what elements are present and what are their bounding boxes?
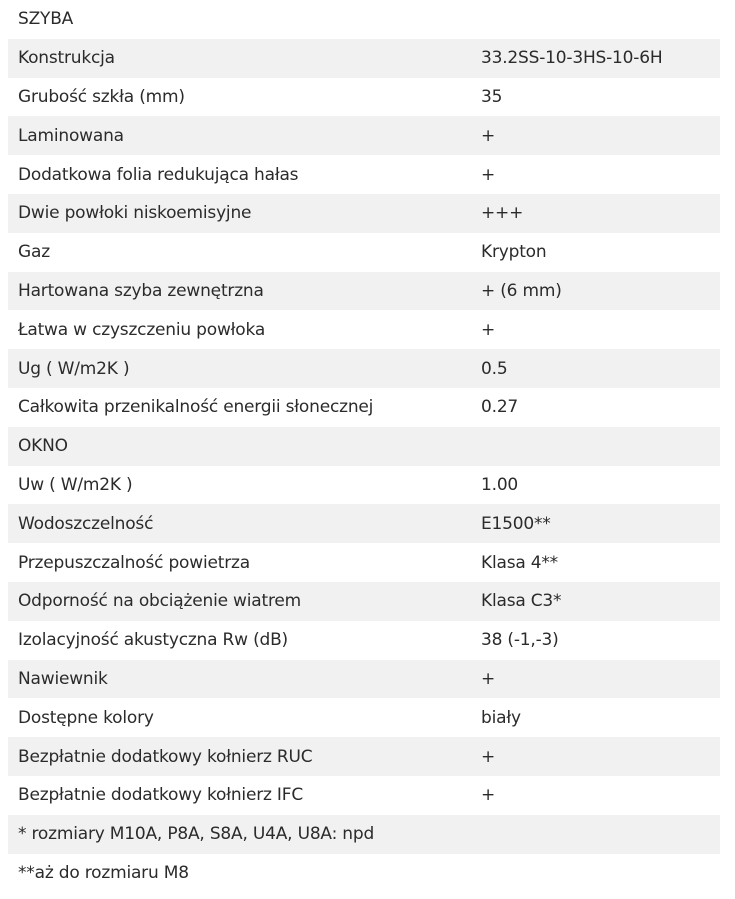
spec-row xyxy=(8,39,720,78)
spec-label: Uw ( W/m2K ) xyxy=(18,474,133,495)
spec-table xyxy=(8,0,720,892)
spec-row xyxy=(8,116,720,155)
section-header-row xyxy=(8,0,720,39)
spec-value: 0.5 xyxy=(481,358,508,379)
spec-row xyxy=(8,272,720,311)
section-header: OKNO xyxy=(18,436,68,457)
spec-row xyxy=(8,543,720,582)
spec-row xyxy=(8,310,720,349)
spec-row xyxy=(8,776,720,815)
spec-label: Dodatkowa folia redukująca hałas xyxy=(18,164,299,185)
spec-label: Bezpłatnie dodatkowy kołnierz IFC xyxy=(18,785,303,806)
spec-label: Laminowana xyxy=(18,125,124,146)
spec-row xyxy=(8,194,720,233)
spec-value: Krypton xyxy=(481,242,547,263)
spec-label: Bezpłatnie dodatkowy kołnierz RUC xyxy=(18,746,313,767)
footnote-row xyxy=(8,854,720,893)
spec-row xyxy=(8,155,720,194)
spec-label: Nawiewnik xyxy=(18,668,108,689)
footnote: **aż do rozmiaru M8 xyxy=(18,862,189,883)
spec-value: E1500** xyxy=(481,513,551,534)
spec-row xyxy=(8,621,720,660)
spec-label: Wodoszczelność xyxy=(18,513,154,534)
spec-value: biały xyxy=(481,707,521,728)
spec-value: + xyxy=(481,668,496,689)
section-header-row xyxy=(8,427,720,466)
spec-value: + (6 mm) xyxy=(481,280,562,301)
section-header: SZYBA xyxy=(18,9,74,30)
spec-row xyxy=(8,466,720,505)
spec-row xyxy=(8,233,720,272)
spec-row xyxy=(8,388,720,427)
spec-label: Całkowita przenikalność energii słonecznej xyxy=(18,397,374,418)
spec-label: Gaz xyxy=(18,242,50,263)
spec-value: + xyxy=(481,125,496,146)
spec-label: Konstrukcja xyxy=(18,48,115,69)
spec-value: 0.27 xyxy=(481,397,519,418)
spec-row xyxy=(8,582,720,621)
spec-row xyxy=(8,349,720,388)
spec-row xyxy=(8,78,720,117)
footnote: * rozmiary M10A, P8A, S8A, U4A, U8A: npd xyxy=(18,824,375,845)
spec-label: Dwie powłoki niskoemisyjne xyxy=(18,203,252,224)
spec-value: + xyxy=(481,746,496,767)
spec-label: Izolacyjność akustyczna Rw (dB) xyxy=(18,630,288,651)
spec-value: 35 xyxy=(481,86,503,107)
spec-value: 33.2SS-10-3HS-10-6H xyxy=(481,48,663,69)
spec-row xyxy=(8,698,720,737)
spec-label: Dostępne kolory xyxy=(18,707,154,728)
spec-value: 1.00 xyxy=(481,474,519,495)
spec-value: + xyxy=(481,319,496,340)
spec-label: Przepuszczalność powietrza xyxy=(18,552,250,573)
footnote-row xyxy=(8,815,720,854)
spec-value: Klasa C3* xyxy=(481,591,562,612)
spec-value: 38 (-1,-3) xyxy=(481,630,559,651)
spec-row xyxy=(8,504,720,543)
spec-value: Klasa 4** xyxy=(481,552,558,573)
spec-label: Grubość szkła (mm) xyxy=(18,86,185,107)
spec-label: Hartowana szyba zewnętrzna xyxy=(18,280,264,301)
spec-value: +++ xyxy=(481,203,524,224)
spec-row xyxy=(8,660,720,699)
spec-label: Łatwa w czyszczeniu powłoka xyxy=(18,319,266,340)
spec-label: Ug ( W/m2K ) xyxy=(18,358,130,379)
spec-row xyxy=(8,737,720,776)
spec-label: Odporność na obciążenie wiatrem xyxy=(18,591,301,612)
spec-value: + xyxy=(481,785,496,806)
spec-value: + xyxy=(481,164,496,185)
